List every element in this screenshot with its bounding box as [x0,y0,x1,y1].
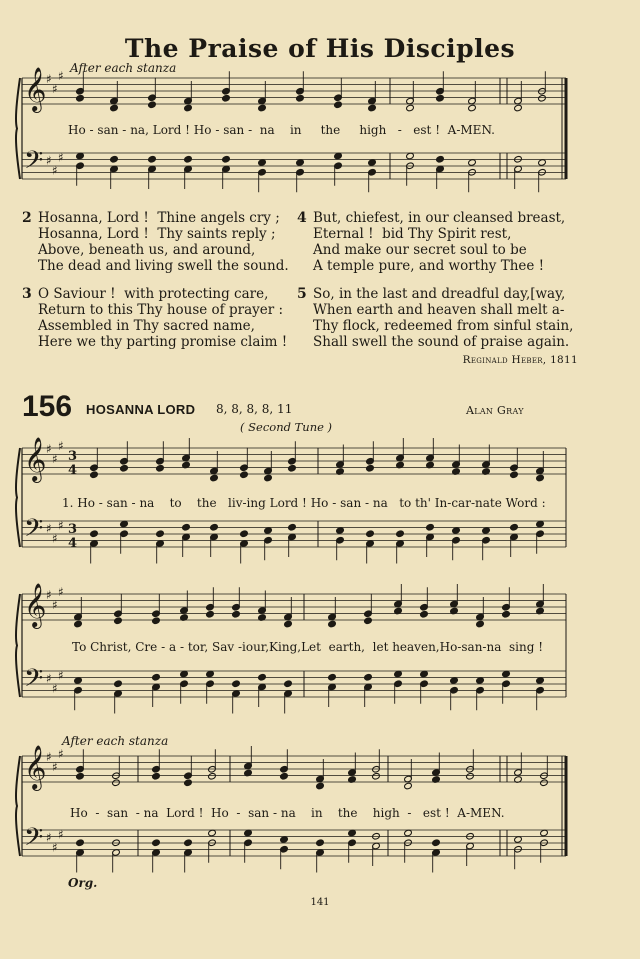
note-head [316,782,325,790]
hymn-number: 156 [22,390,73,423]
system1-lyric-line: Ho - san - na, Lord ! Ho - san - na in the high - est ! A-MEN. [68,123,495,137]
sharp-sign: ♯ [52,531,58,546]
time-signature-top: 3 [68,449,78,464]
system2-lyric-line: 1. Ho - san - na to the liv-ing Lord ! Ho - san - na to th' In-car-nate Word : [62,496,546,510]
note-head [184,779,193,787]
stanza-number: 5 [297,286,307,302]
note-head [184,839,193,847]
sharp-sign: ♯ [58,150,64,165]
sharp-sign: ♯ [52,597,58,612]
sharp-sign: ♯ [46,750,52,764]
note-head [404,782,413,790]
stanza-3: O Saviour ! with protecting care, Return to this Thy house of prayer : Assembled in Thy sacred name, Here we thy parting promise claim ! [38,286,288,350]
sharp-sign: ♯ [52,163,58,178]
note-head [372,772,381,780]
sharp-sign: ♯ [58,827,64,842]
note-head [316,839,325,847]
stanza-2: Hosanna, Lord ! Thine angels cry ; Hosanna, Lord ! Thy saints reply ; Above, beneath us, and around, The dead and living swell the sound. [38,210,289,274]
treble-clef: 𝄞 [24,745,47,789]
stanza-5: So, in the last and dreadful day,[way, When earth and heaven shall melt a- Thy flock, redeemed from sinful stain, Shall swell the sound of praise again. [313,286,574,350]
sharp-sign: ♯ [46,72,52,86]
bass-clef: 𝄢 [24,514,44,549]
treble-clef: 𝄞 [24,67,47,111]
sharp-sign: ♯ [46,521,52,536]
time-signature-top: 3 [68,522,78,537]
stanza-number: 4 [297,210,307,226]
note-head [152,839,161,847]
sharp-sign: ♯ [46,153,52,168]
sharp-sign: ♯ [46,830,52,845]
sharp-sign: ♯ [46,442,52,456]
system4-lyric-line: Ho - san - na Lord ! Ho - san - na in the high - est ! A-MEN. [70,806,505,820]
system-brace [16,756,20,856]
bass-clef: 𝄢 [24,664,44,699]
stanza-number: 3 [22,286,32,302]
sharp-sign: ♯ [58,518,64,533]
note-head [112,779,121,787]
sharp-sign: ♯ [52,451,58,466]
sharp-sign: ♯ [52,81,58,96]
sharp-sign: ♯ [46,588,52,602]
note-head [208,772,217,780]
system4-direction: After each stanza [62,734,169,748]
bass-clef: 𝄢 [24,823,44,858]
sharp-sign: ♯ [52,840,58,855]
sharp-sign: ♯ [58,438,64,453]
note-head [152,772,161,780]
meter: 8, 8, 8, 8, 11 [216,402,293,416]
sharp-sign: ♯ [58,68,64,83]
note-head [432,839,441,847]
note-head [540,779,549,787]
bass-clef: 𝄢 [24,146,44,181]
treble-clef: 𝄞 [24,583,47,627]
note-head [280,772,289,780]
time-signature-bottom: 4 [68,536,78,551]
time-signature-bottom: 4 [68,463,78,478]
second-tune-label: ( Second Tune ) [240,420,333,434]
stanza-4: But, chiefest, in our cleansed breast, Eternal ! bid Thy Spirit rest, And make our secret soul to be A temple pure, and worthy Thee ! [313,210,566,274]
sharp-sign: ♯ [58,668,64,683]
treble-clef: 𝄞 [24,437,47,481]
page-title: The Praise of His Disciples [124,34,516,63]
system1-direction: After each stanza [70,61,177,75]
composer: Alan Gray [466,404,524,417]
tune-name: HOSANNA LORD [86,402,196,417]
system3-lyric-line: To Christ, Cre - a - tor, Sav -iour,King,Let earth, let heaven,Ho-san-na sing ! [72,640,544,654]
sharp-sign: ♯ [58,584,64,599]
organ-label: Org. [68,876,98,890]
sharp-sign: ♯ [58,746,64,761]
note-head [76,772,85,780]
note-head [466,772,475,780]
page-number: 141 [310,897,330,908]
sharp-sign: ♯ [52,681,58,696]
stanza-number: 2 [22,210,32,226]
text-attribution: Reginald Heber, 1811 [462,354,578,366]
note-head [76,839,85,847]
lyric: Ho [68,123,86,137]
sharp-sign: ♯ [46,671,52,686]
sharp-sign: ♯ [52,759,58,774]
